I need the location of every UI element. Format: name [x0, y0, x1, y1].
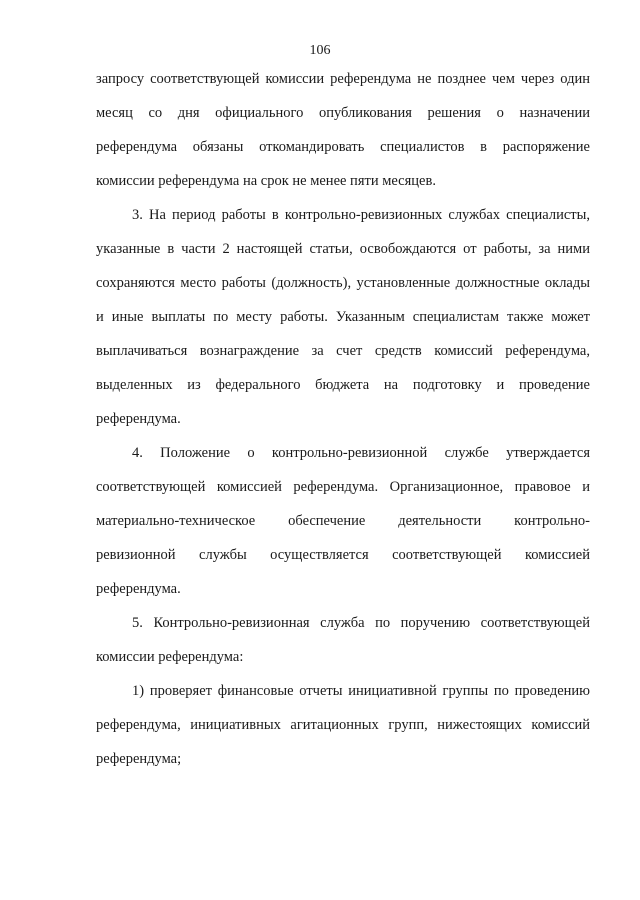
- text-line: выделенных из федерального бюджета на подготовку и проведение: [96, 377, 590, 393]
- text-line: референдума.: [96, 411, 181, 427]
- text-line: и иные выплаты по месту работы. Указанным специалистам также может: [96, 309, 590, 325]
- text-line: соответствующей комиссией референдума. Организационное, правовое и: [96, 479, 590, 495]
- text-line: материально-техническое обеспечение деятельности контрольно-: [96, 513, 590, 529]
- text-line: запросу соответствующей комиссии референдума не позднее чем через один: [96, 71, 590, 87]
- text-line: 1) проверяет финансовые отчеты инициативной группы по проведению: [132, 683, 590, 699]
- text-line: референдума.: [96, 581, 181, 597]
- document-body: [96, 62, 590, 776]
- text-line: комиссии референдума:: [96, 649, 244, 665]
- paragraph-item-4: [96, 436, 590, 606]
- text-line: референдума, инициативных агитационных групп, нижестоящих комиссий: [96, 717, 590, 733]
- text-line: комиссии референдума на срок не менее пяти месяцев.: [96, 173, 436, 189]
- text-line: референдума обязаны откомандировать специалистов в распоряжение: [96, 139, 590, 155]
- page-number: 106: [309, 43, 331, 58]
- text-line: указанные в части 2 настоящей статьи, освобождаются от работы, за ними: [96, 241, 590, 257]
- text-line: выплачиваться вознаграждение за счет средств комиссий референдума,: [96, 343, 590, 359]
- text-line: 5. Контрольно-ревизионная служба по поручению соответствующей: [132, 615, 590, 631]
- paragraph-subitem-1: [96, 674, 590, 776]
- paragraph-item-5: [96, 606, 590, 674]
- text-line: 4. Положение о контрольно-ревизионной службе утверждается: [132, 445, 590, 461]
- text-line: месяц со дня официального опубликования решения о назначении: [96, 105, 590, 121]
- text-line: сохраняются место работы (должность), установленные должностные оклады: [96, 275, 590, 291]
- paragraph-continuation: [96, 62, 590, 198]
- text-line: ревизионной службы осуществляется соответствующей комиссией: [96, 547, 590, 563]
- text-line: 3. На период работы в контрольно-ревизионных службах специалисты,: [132, 207, 590, 223]
- text-line: референдума;: [96, 751, 182, 767]
- paragraph-item-3: [96, 198, 590, 436]
